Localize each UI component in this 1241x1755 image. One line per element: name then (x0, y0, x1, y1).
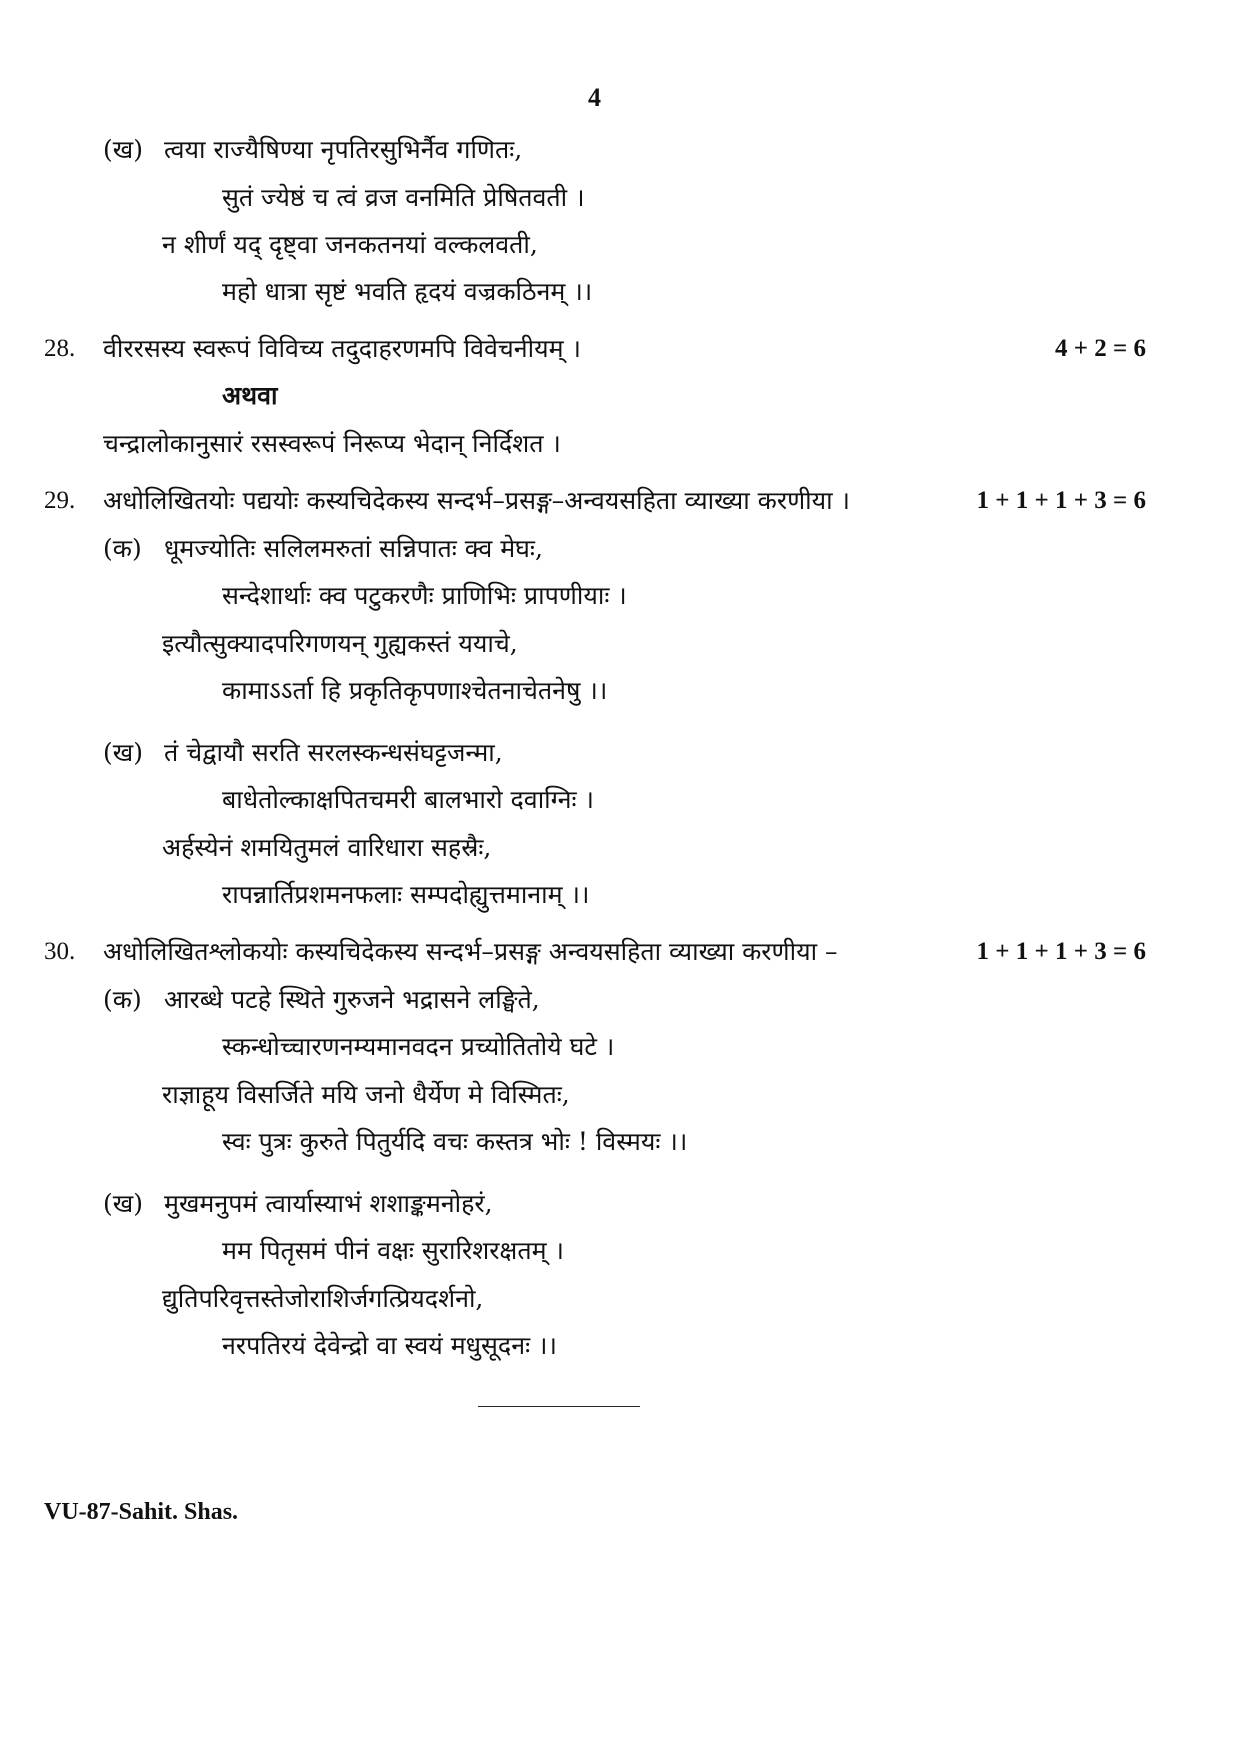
q29-kha-line-1: तं चेद्वायौ सरति सरलस्कन्धसंघट्टजन्मा, (164, 738, 503, 767)
q28-marks: 4 + 2 = 6 (1055, 335, 1146, 362)
q29-ka-line-1: धूमज्योतिः सलिलमरुतां सन्निपातः क्व मेघः, (164, 534, 543, 563)
q30-text: अधोलिखितश्लोकयोः कस्यचिदेकस्य सन्दर्भ–प्रसङ्ग अन्वयसहिता व्याख्या करणीया – (103, 937, 838, 966)
q27-kha-line-4: महो धात्रा सृष्टं भवति हृदयं वज्रकठिनम् ।। (222, 277, 593, 306)
q29-text: अधोलिखितयोः पद्ययोः कस्यचिदेकस्य सन्दर्भ–प्रसङ्ग–अन्वयसहिता व्याख्या करणीया । (103, 486, 851, 515)
q28-or: अथवा (222, 381, 278, 410)
q30-number: 30. (44, 938, 76, 965)
q29-ka-line-3: इत्यौत्सुक्यादपरिगणयन् गुह्यकस्तं ययाचे, (162, 629, 518, 658)
q29-number: 29. (44, 487, 76, 514)
q28-alt-text: चन्द्रालोकानुसारं रसस्वरूपं निरूप्य भेदान् निर्दिशत । (103, 429, 561, 458)
q29-ka-line-2: सन्देशार्थाः क्व पटुकरणैः प्राणिभिः प्रापणीयाः । (222, 581, 627, 610)
q30-kha-line-2: मम पितृसमं पीनं वक्षः सुरारिशरक्षतम् । (222, 1236, 564, 1265)
q30-kha-line-1: मुखमनुपमं त्वार्यास्याभं शशाङ्कमनोहरं, (164, 1189, 493, 1218)
q30-ka-label: (क) (103, 985, 142, 1014)
q30-ka-line-4: स्वः पुत्रः कुरुते पितुर्यदि वचः कस्तत्र भोः ! विस्मयः ।। (222, 1127, 688, 1156)
q27-kha-label: (ख) (103, 135, 143, 164)
q29-kha-line-4: रापन्नार्तिप्रशमनफलाः सम्पदोह्युत्तमानाम् ।। (222, 880, 590, 909)
q29-kha-label: (ख) (103, 738, 143, 767)
q29-kha-line-2: बाधेतोल्काक्षपितचमरी बालभारो दवाग्निः । (222, 785, 595, 814)
q27-kha-line-2: सुतं ज्येष्ठं च त्वं व्रज वनमिति प्रेषितवती । (222, 183, 585, 212)
q27-kha-line-3: न शीर्णं यद् दृष्ट्वा जनकतनयां वल्कलवती, (162, 230, 538, 259)
q30-kha-line-3: द्युतिपरिवृत्तस्तेजोराशिर्जगत्प्रियदर्शनो, (162, 1284, 484, 1313)
footer-paper-code: VU-87-Sahit. Shas. (44, 1499, 239, 1525)
q30-ka-line-3: राज्ञाहूय विसर्जिते मयि जनो धैर्येण मे विस्मितः, (162, 1080, 570, 1109)
q28-text: वीररसस्य स्वरूपं विविच्य तदुदाहरणमपि विवेचनीयम् । (103, 334, 581, 363)
q30-ka-line-1: आरब्धे पटहे स्थिते गुरुजने भद्रासने लङ्घिते, (164, 985, 540, 1014)
q28-number: 28. (44, 335, 76, 362)
q30-marks: 1 + 1 + 1 + 3 = 6 (976, 938, 1146, 965)
page-number: 4 (588, 83, 601, 112)
q29-ka-label: (क) (103, 534, 142, 563)
q27-kha-line-1: त्वया राज्यैषिण्या नृपतिरसुभिर्नैव गणितः, (164, 135, 523, 164)
q30-ka-line-2: स्कन्धोच्चारणनम्यमानवदन प्रच्योतितोये घटे । (222, 1032, 615, 1061)
q29-ka-line-4: कामाऽऽर्ता हि प्रकृतिकृपणाश्चेतनाचेतनेषु ।। (222, 676, 608, 705)
q29-marks: 1 + 1 + 1 + 3 = 6 (976, 487, 1146, 514)
end-divider (478, 1406, 640, 1407)
q30-kha-line-4: नरपतिरयं देवेन्द्रो वा स्वयं मधुसूदनः ।। (222, 1331, 558, 1360)
q30-kha-label: (ख) (103, 1189, 143, 1218)
q29-kha-line-3: अर्हस्येनं शमयितुमलं वारिधारा सहस्रैः, (162, 833, 492, 862)
